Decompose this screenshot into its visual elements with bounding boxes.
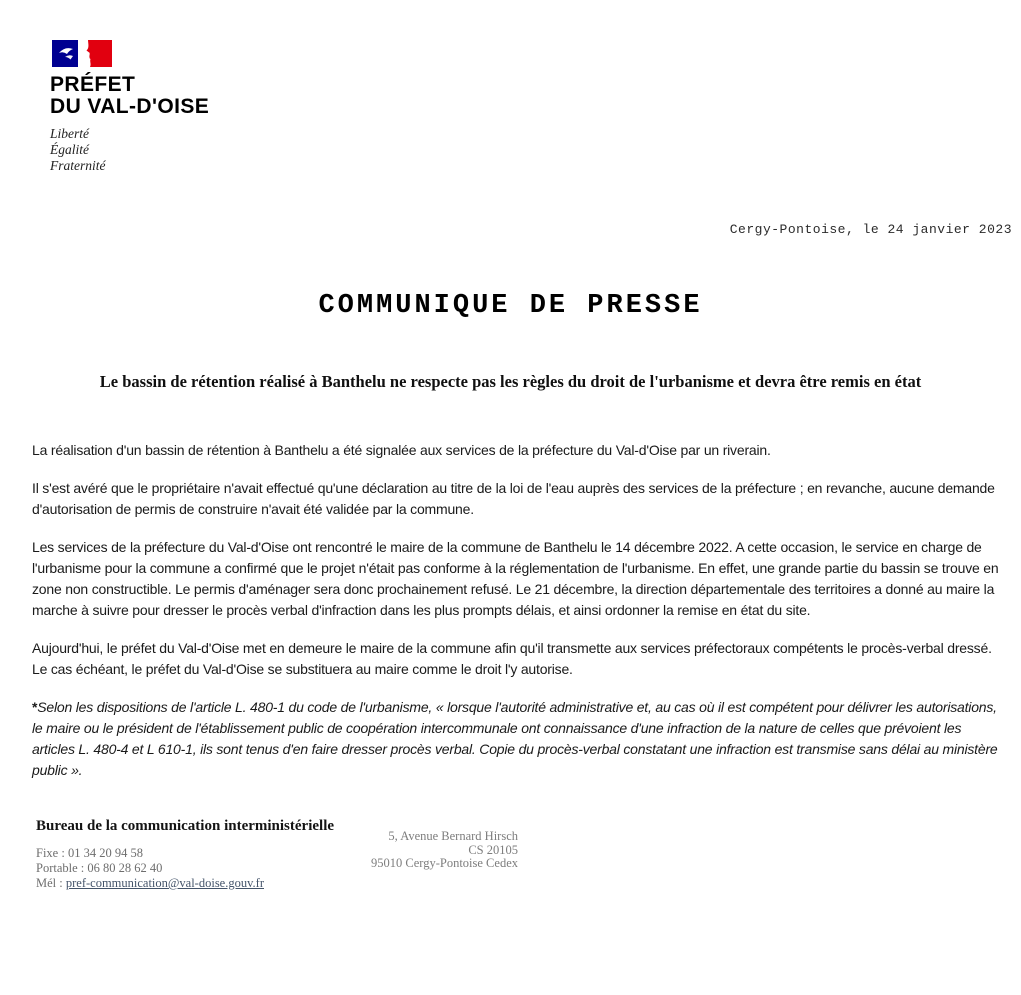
marianne-flag-icon	[50, 38, 114, 70]
paragraph-3: Les services de la préfecture du Val-d'Oise ont rencontré le maire de la commune de Banthelu le 14 décembre 2022. A cette occasion, le service en charge de l'urbanisme pour la commune a confirmé que le projet n'était pas conforme à la réglementation de l'urbanisme. En effet, une grande partie du bassin se trouve en zone non constructible. Le permis d'aménager sera donc prochainement refusé. Le 21 décembre, la direction départementale des territoires a donné au maire la marche à suivre pour dresser le procès verbal d'infraction dans les plus prompts délais, et ainsi ordonner la remise en état du site.	[32, 539, 999, 618]
footer-bureau-title: Bureau de la communication interministérielle	[36, 818, 335, 834]
legal-note	[32, 697, 1006, 781]
body-text	[32, 440, 1006, 798]
press-release-title: COMMUNIQUE DE PRESSE	[318, 291, 703, 321]
footer-address-street: 5, Avenue Bernard Hirsch	[388, 829, 518, 843]
paragraph-2: Il s'est avéré que le propriétaire n'avait effectué qu'une déclaration au titre de la loi de l'eau auprès des services de la préfecture ; en revanche, aucune demande d'autorisation de permis de construire n'avait été validée par la commune.	[32, 480, 995, 517]
prefecture-logo	[50, 38, 280, 174]
prefecture-name-line2: DU VAL-D'OISE	[50, 95, 210, 118]
headline: Le bassin de rétention réalisé à Banthelu ne respecte pas les règles du droit de l'urbanisme et devra être remis en état	[99, 372, 922, 391]
legal-note-marker: *	[32, 699, 38, 715]
footer-address-block	[258, 830, 518, 871]
paragraph-4: Aujourd'hui, le préfet du Val-d'Oise met en demeure le maire de la commune afin qu'il transmette aux services préfectoraux compétents le procès-verbal dressé. Le cas échéant, le préfet du Val-d'Oise se substituera au maire comme le droit l'y autorise.	[32, 640, 992, 677]
prefecture-name-line1: PRÉFET	[50, 73, 136, 96]
footer-phone-fixed: Fixe : 01 34 20 94 58	[36, 846, 143, 860]
footer-email-link[interactable]: pref-communication@val-doise.gouv.fr	[65, 876, 264, 890]
motto-egalite: Égalité	[50, 142, 89, 157]
republic-motto	[50, 126, 280, 174]
footer-contact-block	[36, 846, 264, 891]
footer-address-cs: CS 20105	[468, 842, 518, 857]
legal-note-text: Selon les dispositions de l'article L. 480-1 du code de l'urbanisme, « lorsque l'autorité administrative et, au cas où il est compétent pour délivrer les autorisations, le maire ou le président de l'établissement public de coopération intercommunale ont connaissance d'une infraction de la nature de celles que prévoient les articles L. 480-4 et L 610-1, ils sont tenus d'en faire dresser procès verbal. Copie du procès-verbal constatant une infraction est transmise sans délai au ministère public ».	[32, 699, 998, 778]
prefecture-name	[50, 74, 280, 118]
footer-phone-mobile: Portable : 06 80 28 62 40	[36, 861, 163, 875]
dateline: Cergy-Pontoise, le 24 janvier 2023	[729, 222, 1012, 237]
motto-fraternite: Fraternité	[50, 158, 106, 173]
motto-liberte: Liberté	[50, 126, 89, 141]
footer-email-label: Mél :	[36, 876, 66, 890]
footer-email-line	[36, 876, 264, 891]
paragraph-1: La réalisation d'un bassin de rétention à Banthelu a été signalée aux services de la préfecture du Val-d'Oise par un riverain.	[32, 442, 771, 458]
footer-address-city: 95010 Cergy-Pontoise Cedex	[371, 856, 518, 870]
